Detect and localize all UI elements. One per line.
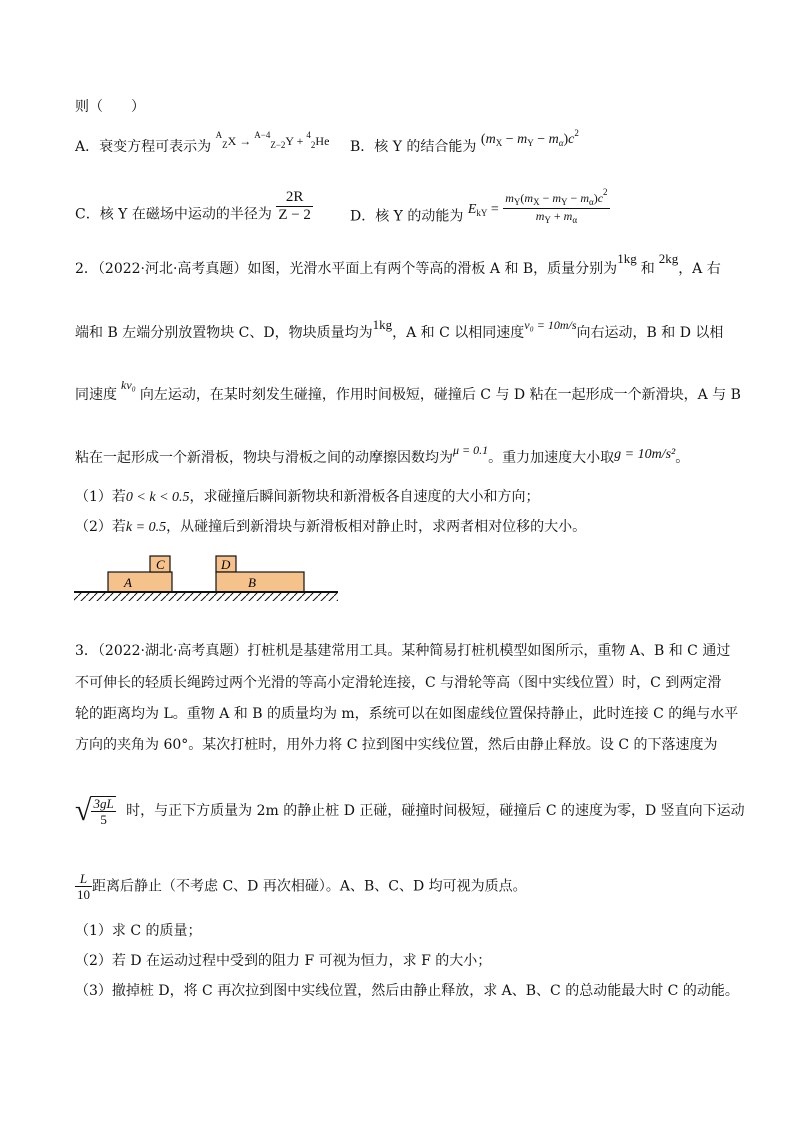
- q3-line-6: $\frac{L}{10}$ 距离后静止（不考虑 C、D 再次相碰）。A、B、C、D 均可视为质点。: [77, 871, 527, 902]
- option-d: D．核 Y 的动能为 $E_{kY}$ = $\frac{m_Y(m_X - m_Y - m_\alpha)c^2}{m_Y + m_\alpha}$: [350, 187, 608, 225]
- q3-sub-1: （1）求 C 的质量；: [75, 923, 202, 939]
- q3-line-1: 3．（2022·湖北·高考真题）打桩机是基建常用工具。某种简易打桩机模型如图所示，重物 A、B 和 C 通过: [75, 643, 731, 659]
- label-b: B: [248, 575, 256, 590]
- q3-sub-2: （2）若 D 在运动过程中受到的阻力 F 可视为恒力，求 F 的大小；: [75, 953, 492, 969]
- q2-line-4: 粘在一起形成一个新滑板，物块与滑板之间的动摩擦因数均为μ = 0.1。重力加速度大小取g = 10m/s²。: [75, 443, 690, 466]
- question-intro: 则（ ）: [75, 99, 145, 115]
- label-c: C: [156, 557, 165, 572]
- ground-hatch: [74, 593, 338, 601]
- label-a: A: [124, 575, 132, 590]
- q2-sub-1: （1）若0 < k < 0.5，求碰撞后瞬间新物块和新滑板各自速度的大小和方向；: [75, 489, 540, 505]
- board-a: [108, 572, 172, 592]
- sliding-boards-figure: [70, 548, 342, 606]
- option-d-fraction: $\frac{m_Y(m_X - m_Y - m_\alpha)c^2}{m_Y + m_\alpha}$: [505, 187, 608, 225]
- option-a-formula: $^A_Z$X → $^{A-4}_{Z-2}$Y + $^4_2$He: [215, 130, 330, 150]
- q2-line-1: 2．（2022·河北·高考真题）如图，光滑水平面上有两个等高的滑板 A 和 B，质量分别为1kg和2kg，A 右: [75, 251, 721, 277]
- q3-line-3: 轮的距离均为 L。重物 A 和 B 的质量均为 m，系统可以在如图虚线位置保持静止，此时连接 C 的绳与水平: [75, 706, 739, 722]
- q2-line-3: 同速度kv₀向左运动，在某时刻发生碰撞，作用时间极短，碰撞后 C 与 D 粘在一起形成一个新滑块，A 与 B: [75, 378, 741, 403]
- option-b: B．核 Y 的结合能为 $(m_X - m_Y - m_\alpha)c^2$: [350, 128, 579, 155]
- option-d-lhs: $E_{kY}$ =: [467, 201, 499, 218]
- q3-line-4: 方向的夹角为 60°。某次打桩时，用外力将 C 拉到图中实线位置，然后由静止释放。设 C 的下落速度为: [75, 737, 718, 753]
- option-c-fraction: $\frac{2R}{Z - 2}$: [278, 189, 311, 223]
- q2-sub-2: （2）若k = 0.5，从碰撞后到新滑块与新滑板相对静止时，求两者相对位移的大小。: [75, 519, 587, 535]
- q3-line-2: 不可伸长的轻质长绳跨过两个光滑的等高小定滑轮连接，C 与滑轮等高（图中实线位置）时，C 到两定滑: [75, 675, 722, 691]
- q3-line-5: √ $\frac{3gL}{5}$ 时，与正下方质量为 2m 的静止桩 D 正碰，碰撞时间极短，碰撞后 C 的速度为零，D 竖直向下运动: [75, 794, 745, 827]
- label-d: D: [221, 557, 231, 572]
- l-over-10-fraction: $\frac{L}{10}$: [77, 871, 90, 902]
- sqrt-expression: √ $\frac{3gL}{5}$: [75, 794, 114, 827]
- option-a: A．衰变方程可表示为 $^A_Z$X → $^{A-4}_{Z-2}$Y + $^4_2$He: [75, 130, 330, 155]
- board-b: [216, 572, 304, 592]
- q2-line-2: 端和 B 左端分别放置物块 C、D，物块质量均为1kg，A 和 C 以相同速度v₀ = 10m/s向右运动，B 和 D 以相: [75, 317, 724, 341]
- option-b-formula: $(m_X - m_Y - m_\alpha)c^2$: [480, 128, 579, 148]
- q3-sub-3: （3）撤掉桩 D，将 C 再次拉到图中实线位置，然后由静止释放，求 A、B、C 的总动能最大时 C 的动能。: [75, 983, 739, 999]
- option-c: C．核 Y 在磁场中运动的半径为 $\frac{2R}{Z - 2}$: [75, 189, 311, 223]
